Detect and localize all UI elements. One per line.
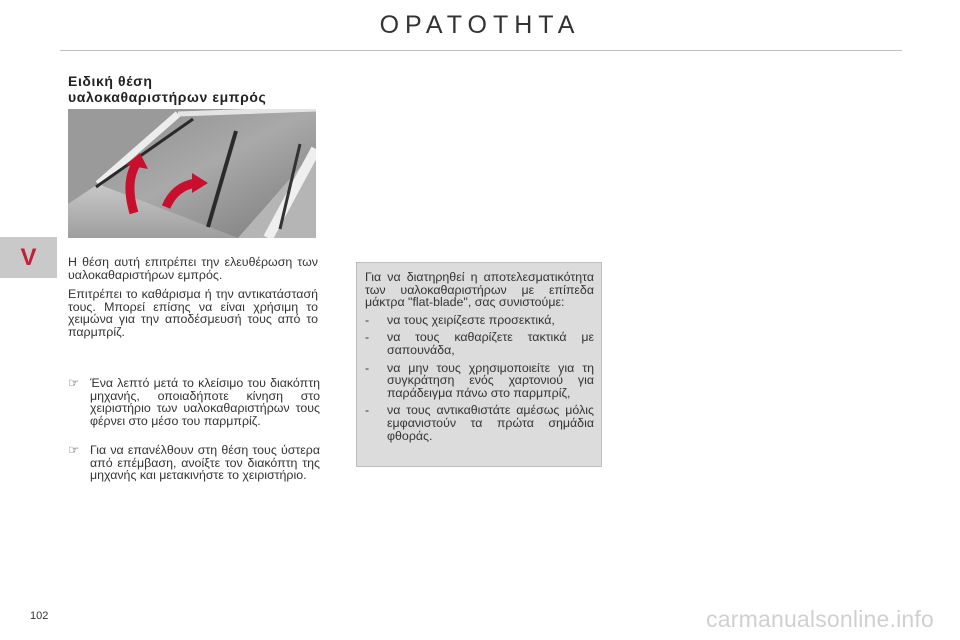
page-number: 102 [30,610,49,622]
bullet-item [68,444,320,482]
section-heading [68,73,328,105]
section-heading-line2: υαλοκαθαριστήρων εμπρός [68,89,267,105]
header-divider [60,50,902,51]
dash-marker: - [365,403,370,418]
bullet-text: Για να επανέλθουν στη θέση τους ύστερα από επέμβαση, ανοίξτε τον διακόπτη της μηχανής και μετακινήστε το χειριστήριο. [90,443,320,483]
windscreen-wipers-illustration [68,109,316,238]
dash-marker: - [365,312,370,327]
note-item-text: να τους αντικαθιστάτε αμέσως μόλις εμφανιστούν τα πρώτα σημάδια φθοράς. [387,403,594,443]
note-item-text: να τους καθαρίζετε τακτικά με σαπουνάδα, [387,330,594,357]
dash-marker: - [365,330,370,345]
note-item [365,362,594,400]
note-box [356,262,602,467]
paragraph-cleaning: Επιτρέπει το καθάρισμα ή την αντικατάστασή τους. Μπορεί επίσης να είναι χρήσιμη το χειμώνα για την αποδέσμευσή τους από το παρμπρίζ. [68,287,318,339]
note-item [365,331,594,356]
page-title: ΟΡΑΤΟΤΗΤΑ [379,11,581,39]
note-item-text: να μην τους χρησιμοποιείτε για τη συγκράτηση ενός χαρτονιού για παράδειγμα πάνω στο παρμπρίζ, [387,360,594,400]
watermark: carmanualsonline.info [706,606,934,632]
bullet-item [68,377,320,427]
chapter-tab[interactable]: V [0,237,57,278]
paragraph-release: Η θέση αυτή επιτρέπει την ελευθέρωση των υαλοκαθαριστήρων εμπρός. [68,255,318,282]
windscreen-wipers-icon [68,109,316,238]
note-item [365,314,594,327]
note-item-text: να τους χειρίζεστε προσεκτικά, [387,312,555,327]
pointing-hand-icon: ☞ [68,443,80,457]
note-intro: Για να διατηρηθεί η αποτελεσματικότητα των υαλοκαθαριστήρων με επίπεδα μάκτρα "flat-blade", σας συνιστούμε: [365,270,594,310]
dash-marker: - [365,360,370,375]
pointing-hand-icon: ☞ [68,376,80,390]
note-item [365,404,594,442]
bullet-text: Ένα λεπτό μετά το κλείσιμο του διακόπτη μηχανής, οποιαδήποτε κίνηση στο χειριστήριο των υαλοκαθαριστήρων τους φέρνει στο μέσο του παρμπρίζ. [90,376,320,428]
section-heading-line1: Ειδική θέση [68,73,153,89]
